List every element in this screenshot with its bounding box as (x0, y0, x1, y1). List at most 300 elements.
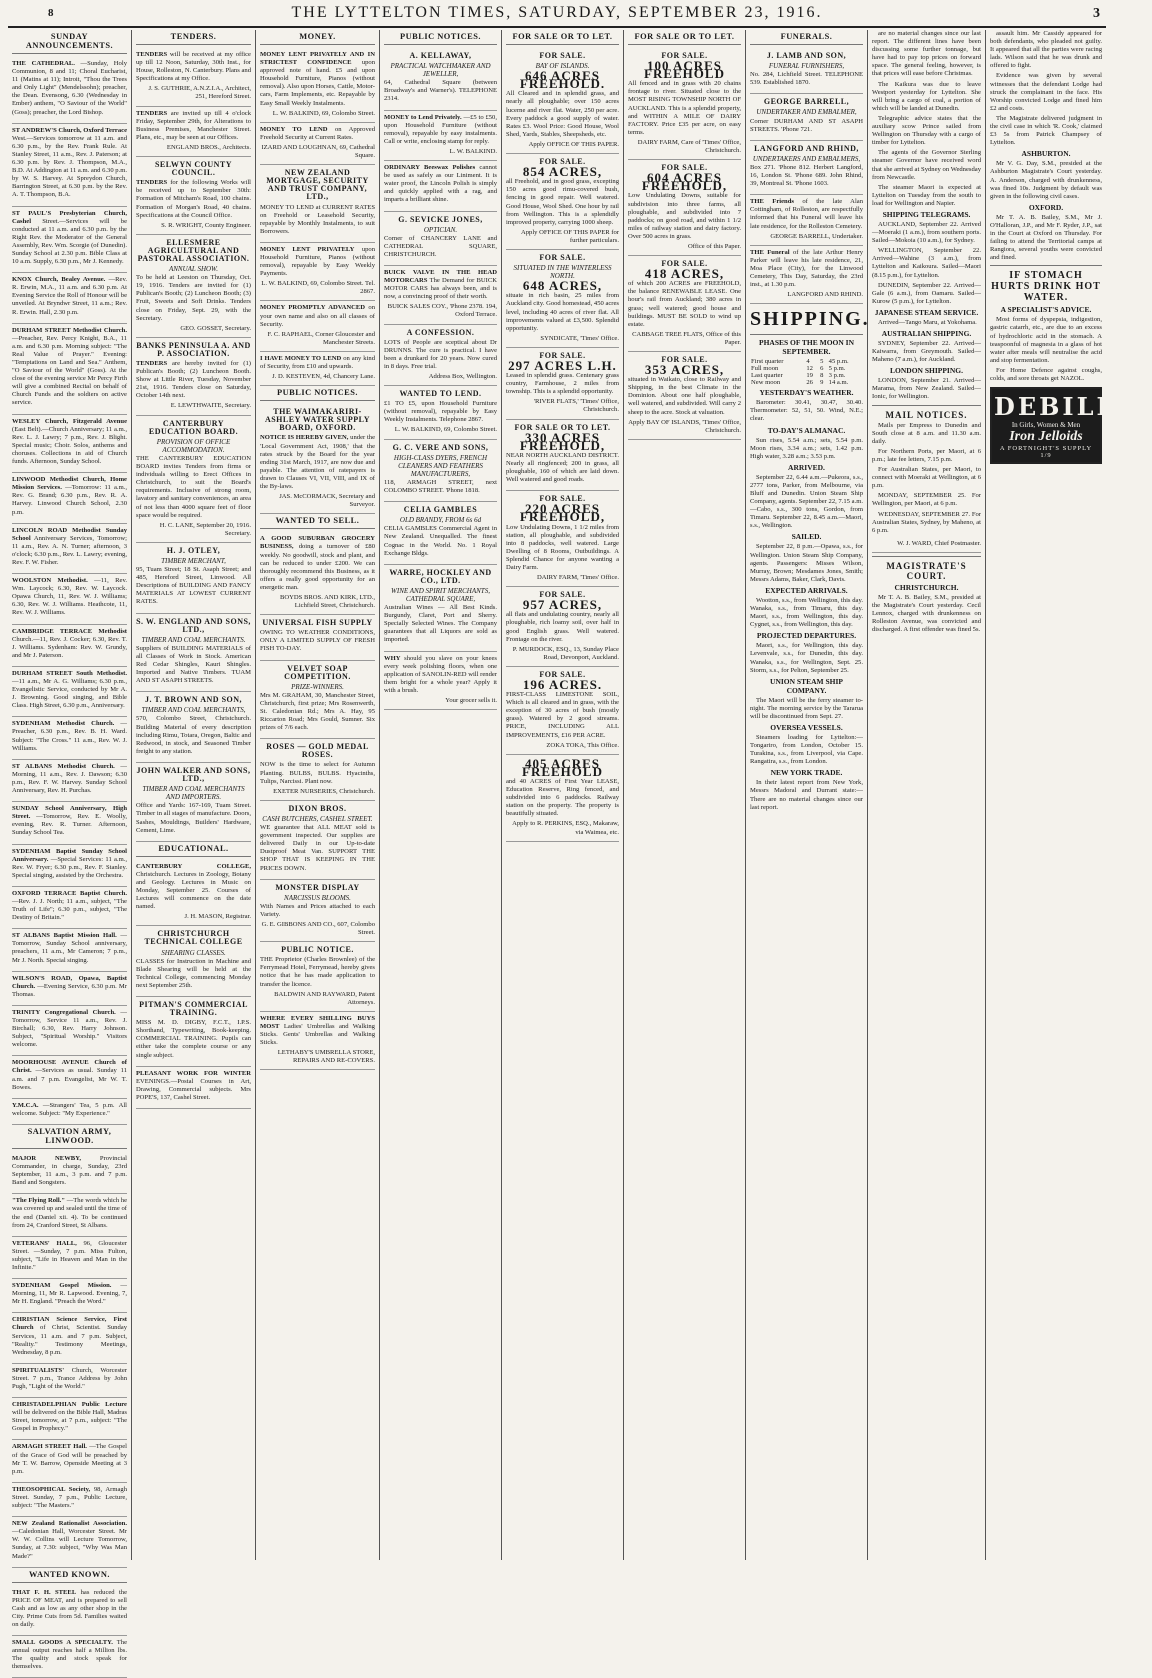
ad-lead: THAT F. H. STEEL (12, 1588, 77, 1596)
arrived-text: September 22, 6.44 a.m.—Pukeora, s.s., 2777 tons, Parker, from Melbourne, via Bluff and Dunedin. Union Steam Ship Company, agents. September 22, 7.15 a.m.—Cabo, s.s., 300 tons, Gordon, from Timaru. September 22, 8.45 a.m.—Maori, s.s., Wellington. (750, 473, 863, 530)
moon-phases-table (750, 358, 863, 386)
union-text: The Maori will be the ferry steamer to-night. The morning service by the Tararua will be discontinued from Sept. 27. (750, 696, 863, 720)
court-news (990, 72, 1102, 147)
ad-body (750, 118, 863, 134)
ad-text: £1 TO £5, upon Household Furniture (without removal), repayable by Easy Weekly Instalments. Telephone 2867. (384, 400, 497, 424)
ad-text: NOW is the time to select for Autumn Planting. BULBS, BULBS. Hyacinths, Tulips, Narcissi. Plant now. (260, 761, 375, 785)
ad-list (506, 48, 619, 842)
ad-lead: Y.M.C.A. (12, 1101, 39, 1109)
ad-lead: ORDINARY Beeswax Polishes (384, 164, 476, 172)
ad-list (12, 57, 127, 1125)
advertisement (384, 161, 497, 211)
ad-lead: ST PAUL'S Presbyterian Church, Cashel (12, 209, 127, 225)
ad-text: —Sunday, Holy Communion, 8 and 11; Choral Eucharist, 11 (Matins at 11); Introit, "Thou the Trees and Only Light" (Mendelssohn); preacher, the Dean. Evensong, 6.30 (Wednesday in Ember) anthem, "O Saviour of the World" (Goss); preacher, the Lord Bishop. (12, 60, 127, 116)
advertisement (384, 325, 497, 387)
ad-lead: TRINITY Congregational Church. (12, 1008, 116, 1016)
ad-signature: J. S. GUTHRIE, A.N.Z.I.A., Architect, 251, Hereford Street. (148, 85, 251, 101)
ad-body (260, 51, 375, 108)
advertisement (384, 266, 497, 325)
advertisement (506, 48, 619, 154)
ad-heading: MONSTER DISPLAY (275, 882, 360, 892)
ad-lead: WILSON'S ROAD, Opawa, Baptist Church. (12, 974, 127, 990)
ad-body (384, 604, 497, 644)
ad-lead: "The Flying Roll." (12, 1197, 65, 1205)
advertisement (12, 717, 127, 759)
ad-subheading: NARCISSUS BLOOMS. (284, 893, 351, 902)
advertisement (506, 420, 619, 492)
ad-text: —Caledonian Hall, Worcester Street. Mr W. W. Collins will Lecture Tomorrow, Sunday, at 7.30: subject, "Why Was Man Made?" (12, 1528, 127, 1560)
ad-body (12, 890, 127, 922)
ad-text: upon approved note of hand. £5 and upon Household Furniture, Pianos (without removal). Also upon Horses, Cattle, Motor-cars, Farm Implements, etc. Repayable by Easy Small Weekly Instalments. (260, 59, 375, 107)
debility-word: DEBILITY (994, 392, 1152, 422)
ad-text: for the following Works will be received up to September 30th: Formation of Mitcham's Road, 100 chains. Formation of Morgan's Road, 40 chains. Specifications at the Council Office. (136, 179, 251, 219)
ad-lead: LINWOOD Methodist Church, Home Mission Services. (12, 476, 127, 492)
mail-list (872, 422, 981, 535)
ad-heading: A. KELLAWAY, (409, 51, 472, 60)
ad-subheading: BAY OF ISLANDS. (535, 62, 590, 71)
advertisement (12, 1006, 127, 1056)
section-heading: SALVATION ARMY, LINWOOD. (12, 1125, 127, 1149)
ad-text: All Cleared and in splendid grass, and nearly all ploughable; over 150 acres lucerne and river flat. Water, 250 per acre. Every paddock a good supply of water. Rates £3. Wool Price: Good House, Wool Shed, Yards, Stables, Sheepsheds, etc. (506, 90, 619, 138)
advertisement (12, 415, 127, 474)
ad-signature: S. R. WRIGHT, County Engineer. (161, 221, 251, 229)
ad-body (506, 178, 619, 227)
newspaper-page (8, 4, 1152, 1671)
oxford-text: Mr T. A. B. Bailey, S.M., Mr J. O'Halloran, J.P., and Mr F. Ryder, J.P., sat in the Court at Oxford on Thursday. For failing to attend the Territorial camps at Rangiora, several youths were convicted and fined. (990, 213, 1102, 262)
ad-text: 64, Cathedral Square (between Broadway's and Warner's). TELEPHONE 2314. (384, 79, 497, 103)
column-funerals-shipping (746, 30, 868, 1560)
ad-body (12, 577, 127, 617)
ad-display-line: 854 ACRES, (522, 164, 603, 180)
advertisement (384, 502, 497, 565)
ad-heading: PUBLIC NOTICE. (281, 945, 354, 955)
ad-body (12, 1443, 127, 1475)
ad-lead: ST ANDREW'S Church, Oxford Terrace (12, 126, 127, 134)
ad-body (12, 932, 127, 964)
ad-subheading: SITUATED IN THE WINTERLESS NORTH. (513, 264, 612, 281)
advertisement (12, 1586, 127, 1636)
ad-body (12, 327, 127, 408)
advertisement (136, 997, 251, 1067)
advertisement (12, 667, 127, 717)
ad-lead: TENDERS (136, 360, 168, 367)
section-heading: PUBLIC NOTICES. (384, 30, 497, 45)
ad-body (136, 958, 251, 990)
debility-subline: In Girls, Women & Men (1011, 421, 1081, 430)
ad-text: —Services as usual. Sunday 11 a.m. and 7 p.m. Evangelist, Mr W. T. Bowes. (12, 1067, 127, 1091)
ad-body (506, 90, 619, 139)
ad-body (136, 566, 251, 606)
trade-text: In their latest report from New York, Messrs Madoral and Durrant state:—There are no material changes since our last report. (750, 779, 863, 811)
ad-list (260, 532, 375, 1070)
ad-text: has reduced the PRICE OF MEAT, and is prepared to sell Cash and as low as any other shop in the City. Prime Cuts from 5d. Families waited on daily. (12, 1588, 127, 1628)
ad-body (136, 645, 251, 685)
ad-heading: FOR SALE. (539, 157, 586, 167)
advertisement (260, 165, 375, 243)
ad-heading: JOHN WALKER AND SONS, LTD., (136, 765, 251, 784)
ad-signature: EXETER NURSERIES, Christchurch. (273, 787, 375, 795)
ad-body (12, 975, 127, 999)
ad-heading: FOR SALE OR TO LET. (514, 422, 611, 432)
advertisement (750, 246, 863, 305)
ad-signature: Apply to R. PERKINS, ESQ., Makaraw, via Waimea, etc. (512, 820, 619, 836)
moon-cell: 9 (820, 379, 824, 387)
debility-brand: Iron Jelloids (1009, 429, 1083, 445)
london-text: LONDON, September 21. Arrived—Marama, from New Zealand. Sailed—Ionic, for Wellington. (872, 377, 981, 401)
advertisement (136, 614, 251, 693)
moon-cell: 6 (820, 365, 824, 373)
ad-heading: FOR SALE. (539, 51, 586, 60)
moon-row (750, 358, 863, 365)
magistrate-text: Mr T. A. B. Bailey, S.M., presided at the Magistrate's Court yesterday. Cecil Lennox, charged with drunkenness on Rolleston Avenue, was convicted and discharged. A first offender was fined 5s. (872, 593, 981, 634)
ad-text: —The Gospel of the Grace of God will be preached by Mr T. W. Barrow, Openside Meeting at 3 p.m. (12, 1443, 127, 1475)
ad-subheading: UNDERTAKERS AND EMBALMERS, (752, 154, 861, 163)
ad-text: Office and Yards: 167-169, Tuam Street. Timber in all stages of manufacture. Doors, Sashes, Mouldings, Builders' Hardware, Cement, Lime. (136, 802, 251, 834)
ad-body (12, 1639, 127, 1671)
ad-text: —Rev. J. J. North; 11 a.m., subject, "The Truth of Life"; 6.30 p.m., subject, "The Destiny of Britain." (12, 897, 127, 922)
ad-text: on your own name and also on all classes of Security. (260, 304, 375, 328)
ad-subheading: UNDERTAKER AND EMBALMER, (756, 108, 857, 117)
ad-heading: FOR SALE. (661, 163, 708, 173)
ad-body (12, 1316, 127, 1356)
ad-text: situated in Waikato, close to Railway and Shipping, in the best Climate in the Dominion. About one half ploughable, well watered, and subdivided. Will carry 2 sheep to the acre. Stock at valuation. (628, 376, 741, 416)
ad-text: 570, Colombo Street, Christchurch. Building Material of every description including Rimu, Totara, Oregon, Baltic and Redwood, in stock, and Seasoned Timber freight to any station. (136, 715, 251, 755)
ad-display-line: 353 ACRES, (644, 362, 725, 378)
divider (872, 405, 981, 406)
ad-signature: BALDWIN AND RAYWARD, Patent Attorneys. (274, 990, 375, 1006)
projected-heading: PROJECTED DEPARTURES. (756, 631, 857, 641)
advertisement (12, 929, 127, 971)
ad-text: Church, Worcester Street. 7 p.m., Trance Address by John Pugh, "Light of the World." (12, 1366, 127, 1390)
ad-heading: ROSES — GOLD MEDAL ROSES. (266, 742, 369, 760)
ad-body (136, 715, 251, 755)
ad-signature: Your grocer sells it. (445, 697, 497, 704)
ad-text: all Freehold, and in good grass, excepting 150 acres good rimu-covered bush, fencing in good repair. Well watered. Good House, Wool Shed. One hour by rail from Wellington. This is a splendidly improved property, carrying 1000 sheep. (506, 178, 619, 226)
moon-cell: 14 a.m. (828, 379, 849, 387)
ad-body (260, 824, 375, 873)
ad-lead: CHRISTIAN Science Service, First Church (12, 1316, 127, 1332)
ad-text: should you slave on your knees every week polishing floors, when one application of SANOLIN-RED will render them bright for a whole year? Apply it with a brush. (384, 654, 497, 694)
advertisement (136, 416, 251, 543)
ad-text: will be received at my office up till 12 Noon, Saturday, 30th Inst., for House, Rolleston, N. Canterbury. Plans and Specifications at my Office. (136, 51, 251, 83)
advertisement (628, 256, 741, 352)
ad-text: —Morning, 11 a.m., Rev. J. Dawson; 6.30 p.m., Rev. F. W. Harvey. Sunday School Anniversary, Rev. H. Purchas. (12, 762, 127, 795)
ad-list (260, 404, 375, 514)
advertisement (12, 760, 127, 802)
ad-body (260, 692, 375, 732)
ad-lead: THE CATHEDRAL. (12, 60, 75, 67)
ad-lead: MONEY LENT PRIVATELY (260, 245, 355, 253)
ad-heading: GEORGE BARRELL, (763, 97, 850, 107)
paragraph: The Magistrate delivered judgment in the civil case in which 'R. Cook,' claimed £3 5s from Patrick Champsey of Lyttelton. (990, 114, 1102, 147)
ad-body (12, 805, 127, 837)
moon-heading: PHASES OF THE MOON IN SEPTEMBER. (758, 338, 854, 357)
telegrams-heading: SHIPPING TELEGRAMS. (882, 209, 971, 219)
moon-cell: 26 (806, 379, 813, 387)
ad-list (12, 1586, 127, 1678)
ad-display-line: 957 ACRES, (522, 597, 603, 613)
advertisement (12, 473, 127, 523)
advertisement (12, 1194, 127, 1236)
ad-heading: DIXON BROS. (288, 803, 347, 813)
moon-cell: 19 (806, 372, 813, 380)
ad-heading: THE WAIMAKARIRI-ASHLEY WATER SUPPLY BOARD, OXFORD. (264, 407, 371, 433)
ad-body (260, 304, 375, 328)
ad-lead: MAJOR NEWBY, (12, 1154, 82, 1162)
ad-list (750, 48, 863, 304)
advertisement (750, 94, 863, 140)
ad-heading: NEW ZEALAND MORTGAGE, SECURITY AND TRUST COMPANY, LTD., (266, 168, 369, 202)
moon-row (750, 372, 863, 379)
paragraph: Evidence was given by several witnesses that the defendant Lodge had struck the complainant in the face. His Worship convicted Lodge and fined him £2 and costs. (990, 72, 1102, 112)
ad-text: EVENINGS.—Postal Courses in Art, Drawing, Commercial subjects. Mrs POPE'S, 137, Cashel Street. (136, 1077, 251, 1101)
ad-body (506, 691, 619, 740)
ad-body (260, 434, 375, 491)
ad-lead: CAMBRIDGE TERRACE Methodist (12, 627, 127, 635)
ad-display-line: 196 ACRES. (522, 677, 603, 692)
ad-body (136, 802, 251, 834)
advertisement (384, 48, 497, 111)
ad-heading: SELWYN COUNTY COUNCIL. (154, 160, 233, 178)
ad-text: THE CANTERBURY EDUCATION BOARD invites Tenders from firms or individuals willing to Erect Offices in Christchurch, to suit the Board's requirements. Inclusive of strong room, lavatory and sanitary conveniences, an area of not less than 4000 square feet of floor space would be required. (136, 454, 251, 519)
ad-lead: SPIRITUALISTS' (12, 1366, 65, 1374)
advertisement (12, 1517, 127, 1567)
ad-body (260, 535, 375, 592)
ad-signature: J. D. KESTEVEN, 4d, Chancery Lane. (272, 373, 375, 381)
ad-text: The Demand for BUICK MOTOR CARS has always been, and is now, a convincing proof of their worth. (384, 277, 497, 301)
magistrate-heading: MAGISTRATE'S COURT. (886, 560, 967, 581)
ad-subheading: OLD BRANDY, FROM 6s 6d (399, 516, 482, 525)
ad-lead: NEW Zealand Rationalist Association. (12, 1520, 127, 1528)
advertisement (506, 755, 619, 842)
ad-text: Anniversary Services, Tomorrow; 11 a.m., Rev. A. N. Turner; afternoon, 3 o'clock; 6.30 p.m., Rev. L. Lawry; evening, Rev. F. W. Fisher. (12, 534, 127, 566)
trade-heading: NEW YORK TRADE. (770, 768, 843, 778)
ad-signature: GEORGE BARRELL, Undertaker. (770, 232, 863, 240)
ad-heading: CELIA GAMBLES (403, 505, 478, 515)
paragraph: The steamer Maori is expected at Lyttelton on Tuesday from the south to load for Wellington and Napier. (872, 183, 981, 207)
advertisement (12, 1313, 127, 1363)
ad-text: 95, Tuam Street; 18 St. Asaph Street; and 485, Hereford Street, Linwood. All Descriptions of BUILDING AND FANCY MATERIALS AT LOWEST CURRENT RATES. (136, 566, 251, 606)
ashburton-heading: ASHBURTON. (1021, 149, 1071, 159)
advertisement (506, 587, 619, 667)
advertisement (260, 48, 375, 123)
ad-text: Low Undulating Downs, suitable for subdivision into three farms, all ploughable, and subdivided into 7 paddocks; on good road, and within 1 1/2 miles of railway station and dairy factory. Over 500 acres in grass. (628, 192, 741, 240)
stomach-text: Most forms of dyspepsia, indigestion, gastric catarrh, etc., are due to an excess of hydrochloric acid in the stomach. A teaspoonful of magnesia in a glass of hot water after meals will neutralise the acid and stop fermentation. (990, 316, 1102, 364)
ad-lead: DURHAM STREET South Methodist. (12, 669, 127, 677)
ad-body (12, 1240, 127, 1272)
ad-body (12, 127, 127, 200)
ad-signature: F. C. RAPHAEL, Corner Gloucester and Manchester Streets. (267, 330, 375, 346)
advertisement (384, 652, 497, 711)
advertisement (260, 739, 375, 801)
ad-subheading: PRIZE-WINNERS. (291, 682, 344, 691)
ad-body (384, 479, 497, 495)
ad-signature: L. W. BALKIND, 69, Colombo Street. Tel. 2867. (261, 280, 375, 296)
advertisement (750, 141, 863, 195)
ad-lead: I HAVE MONEY TO LEND (260, 354, 342, 362)
ad-body (12, 418, 127, 467)
ad-display-line: 646 ACRES FREEHOLD. (519, 68, 606, 92)
ad-signature: E. LEWTHWAITE, Secretary. (170, 402, 251, 410)
moon-cell: 45 p.m. (828, 358, 849, 366)
ad-lead: ARMAGH STREET Hall. (12, 1443, 87, 1451)
london-heading: LONDON SHIPPING. (890, 366, 963, 376)
moon-cell: 12 (806, 365, 813, 373)
ad-body (12, 1589, 127, 1629)
ad-signature: Apply BAY OF ISLANDS, 'Times' Office, Christchurch. (628, 418, 741, 434)
ad-body (136, 455, 251, 520)
overseas-text: Steamers loading for Lyttelton:— Tongariro, from London, October 15. Turakina, s.s., from Liverpool, via Cape. Rangatira, s.s., from London. (750, 733, 863, 766)
ad-body (12, 1059, 127, 1091)
ad-subheading: TIMBER AND COAL MERCHANTS AND IMPORTERS. (142, 785, 245, 802)
ad-body (384, 79, 497, 103)
ad-body (260, 956, 375, 988)
ad-lead: CHRISTADELPHIAN Public Lecture (12, 1401, 127, 1409)
ad-body (12, 670, 127, 710)
column-sunday-announcements (8, 30, 132, 1671)
ad-lead: ST ALBANS Baptist Mission Hall. (12, 932, 117, 940)
ad-text: Street.—Services will be conducted at 11 a.m. and 6.30 p.m. by the Right Rev. the Moderator of the General Assembly, Rev. Wm. Scorgie (of Dunedin). Sunday School at 2.30 p.m. Bible Class at 10 a.m. Supply, 6.30 p.m., Mr J. Kennedy. (12, 217, 127, 266)
nazol-ad-text: For Home Defence against coughs, colds, and sore throats get NAZOL. (990, 366, 1102, 382)
section-heading: SUNDAY ANNOUNCEMENTS. (12, 30, 127, 54)
ad-text: West.—Services tomorrow at 11 a.m. and 6.30 p.m., by the Rev. Frank Rule. At Stanley Street, 11 a.m., Rev. J. Paterson; at 6.30 p.m. by Rev. J. Thompson, M.A., B.D. At Addington at 11 a.m. and 6.30 p.m. by W. S. Harvey. At Spreydon Church, Barrington Street, at 6.30 p.m. by the Rev. A. T. Thompson, B.A. (12, 134, 127, 199)
ad-text: —Strangers' Tea, 5 p.m. All welcome. Subject: "My Experience." (12, 1101, 127, 1117)
advertisement (384, 212, 497, 266)
australian-text: SYDNEY, September 22. Arrived—Kaiwarra, from Greymouth. Sailed—Maheno (7 a.m.), for Auckland. (872, 340, 981, 364)
ad-heading: A CONFESSION. (406, 327, 475, 337)
ad-body (506, 452, 619, 484)
ad-body (750, 198, 863, 230)
advertisement (628, 48, 741, 160)
ad-text: Church.—11, Rev. J. Cocker; 6.30, Rev. T. J. Williams. Sydenham: Rev. W. Grundy, and Mr J. Paterson. (12, 635, 127, 659)
ad-lead: KNOX Church, Bealey Avenue. (12, 276, 106, 284)
ad-lead: DURHAM STREET Methodist Church. (12, 326, 127, 334)
ad-signature: L. W. BALKIND, 69, Colombo Street. (394, 426, 497, 434)
ad-display-line: 604 ACRES FREEHOLD, (641, 170, 728, 194)
ad-heading: FOR SALE. (539, 350, 586, 360)
ad-text: are invited up till 4 o'clock Friday, September 29th, for Alterations to Business Premises, Manchester Street. Plans, etc., may be seen at our Offices. (136, 109, 251, 141)
ad-list (136, 48, 251, 842)
ad-signature: H. C. LANE, September 20, 1916. Secretary. (159, 521, 251, 537)
paragraph: Mails per Empress to Dunedin and South close at 8 a.m. and 11.30 a.m. daily. (872, 421, 981, 445)
section-heading: FUNERALS. (750, 30, 863, 45)
almanac-text: Sun rises, 5.54 a.m.; sets, 5.54 p.m. Moon rises, 3.34 a.m.; sets, 1.42 p.m. High water, 3.28 a.m.; 3.53 p.m. (750, 436, 863, 460)
advertisement (260, 532, 375, 615)
advertisement (12, 273, 127, 323)
ad-body (506, 292, 619, 332)
masthead (8, 4, 1106, 28)
ad-text: Suppliers of BUILDING MATERIALS of all Classes of Work in Stock. American Red Cedar Shingles, Kauri Shingles. Imported and Native Timbers. TUAM AND ST ASAPH STREETS. (136, 644, 251, 685)
ad-lead: SUNDAY School Anniversary, High Street. (12, 805, 127, 821)
ad-body (12, 527, 127, 567)
ashburton-text: Mr V. G. Day, S.M., presided at the Ashburton Magistrate's Court yesterday. A. Anderson, charged with drunkenness, was fined 10s. Judgment by default was given in the following civil cases. (990, 160, 1102, 200)
ad-text: will be delivered on the Bible Hall, Madras Street, tomorrow, at 7 p.m., subject: "The Gospel in Prophecy." (12, 1409, 127, 1433)
ad-body (136, 1019, 251, 1059)
column-court-news (986, 30, 1152, 1560)
ad-body (750, 249, 863, 289)
ad-body (260, 629, 375, 653)
advertisement (136, 543, 251, 614)
ad-body (260, 761, 375, 785)
ad-text: situate in rich basin, 25 miles from Auckland city. Good homestead, 450 acres level, including 40 acres of river flat. All improvements valued at £3,500. Splendid opportunity. (506, 292, 619, 332)
advertisement (384, 440, 497, 503)
weather-text: Barometer: 30.41, 30.47, 30.40. Thermometer: 52, 51, 50. Wind, N.E.; clear. (750, 399, 863, 423)
advertisement (750, 48, 863, 94)
advertisement (260, 880, 375, 943)
advertisement (12, 1237, 127, 1279)
ad-body (136, 110, 251, 142)
ad-display-line: 220 ACRES FREEHOLD, (519, 501, 606, 525)
ad-body (384, 655, 497, 695)
ad-display-line: 405 ACRES FREEHOLD (522, 755, 603, 779)
ad-heading: UNIVERSAL FISH SUPPLY (262, 618, 373, 628)
moon-cell: Full moon (751, 365, 779, 373)
ad-text: OWING TO WEATHER CONDITIONS, ONLY A LIMITED SUPPLY OF FRESH FISH TO-DAY. (260, 629, 375, 653)
ad-subheading: TIMBER AND COAL MERCHANTS. (141, 635, 246, 644)
ad-signature: Apply OFFICE OF THIS PAPER. (528, 140, 619, 148)
ad-body (12, 210, 127, 267)
ad-body (260, 903, 375, 919)
arrived-heading: ARRIVED. (788, 462, 825, 472)
ad-text: —The words which he was covered up and sealed until the time of the end (Daniel xii. 4). To be continued from 24, Cranford Street, St Albans. (12, 1197, 128, 1229)
ad-body (12, 476, 127, 516)
column-public-notices (380, 30, 502, 1560)
ad-body (384, 114, 497, 146)
ad-text: on any kind of Security, from £10 and upwards. (260, 354, 375, 370)
moon-cell: Last quarter (751, 372, 783, 380)
advertisement (136, 1067, 251, 1109)
advertisement (260, 1012, 375, 1071)
court-intro: assault him. Mr Cassidy appeared for both defendants, who pleaded not guilty. It appeared that all the parties were racing lads. Wilson said that he was drunk and offered to fight. (990, 30, 1102, 70)
ad-signature: LETHABY'S UMBRELLA STORE, REPAIRS AND RE-COVERS. (277, 1049, 375, 1065)
advertisement (260, 404, 375, 514)
ad-text: Low Undulating Downs, 1 1/2 miles from station, all ploughable, and subdivided into 8 paddocks, well watered. Large Dwelling of 8 Rooms, Outbuildings. A Splendid Chance for anyone wanting a Dairy Farm. (506, 523, 619, 571)
ad-lead: TENDERS (136, 51, 168, 58)
ad-text: With Names and Prices attached to each Variety. (260, 902, 375, 918)
advertisement (136, 860, 251, 927)
ad-text: The annual output reaches half a Million lbs. The quality and stock speak for themselves. (12, 1639, 128, 1671)
paragraph: For Northern Ports, per Maori, at 6 p.m.; late fee letters, 7.15 p.m. (872, 447, 981, 463)
column-shipping-news (868, 30, 986, 1560)
advertisement (12, 324, 127, 415)
moon-cell: 3 p.m. (828, 372, 846, 380)
ad-signature: DAIRY FARM, 'Times' Office. (536, 574, 619, 582)
paragraph: AUCKLAND, September 22. Arrived—Moeraki (1 a.m.), from southern ports. Sailed—Mokoia (10 a.m.), for Sydney. (872, 220, 981, 245)
moon-row (750, 365, 863, 372)
advertisement (750, 195, 863, 245)
ad-body (12, 1520, 127, 1560)
paragraph: WELLINGTON, September 22. Arrived—Wahine (3 a.m.), from Lyttelton and Kaikoura. Sailed—Maori (8.15 p.m.), for Lyttelton. (872, 247, 981, 279)
advertisement (384, 111, 497, 161)
masthead-title: THE LYTTELTON TIMES, SATURDAY, SEPTEMBER 23, 1916. (291, 4, 823, 21)
advertisement (260, 352, 375, 386)
ad-text: Leased in splendid grass. Centenary grass country, Farmhouse, 2 miles from township. This is a splendid opportunity. (506, 372, 619, 396)
ad-signature: G. E. GIBBONS AND CO., 607, Colombo Street. (261, 920, 375, 937)
ad-lead: A GOOD SUBURBAN GROCERY BUSINESS, (260, 535, 375, 551)
ad-body (750, 164, 863, 188)
advertisement (12, 1099, 127, 1125)
ad-signature: P. MURDOCK, ESQ., 13, Sunday Place Road, Devonport, Auckland. (512, 645, 619, 661)
advertisement (506, 491, 619, 587)
advertisement (260, 615, 375, 660)
ad-heading: FOR SALE. (539, 669, 586, 679)
ad-list (628, 48, 741, 440)
ad-text: THE Proprietor (Charles Brownlee) of the Ferrymead Hotel, Ferrymead, hereby gives notice that he has made application to transfer the licence. (260, 956, 375, 988)
ad-text: all flats and undulating country, nearly all ploughable, rich loamy soil, over half in good English grass. Well watered. Frontage on the river. (506, 611, 619, 643)
ad-signature: SYNDICATE, 'Times' Office. (540, 334, 619, 342)
advertisement (12, 1636, 127, 1678)
ad-text: —Preacher, 6.30 p.m., Rev. B. H. Ward. Subject: "The Cross." 11 a.m., Rev. W. J. Williams. (12, 720, 127, 752)
